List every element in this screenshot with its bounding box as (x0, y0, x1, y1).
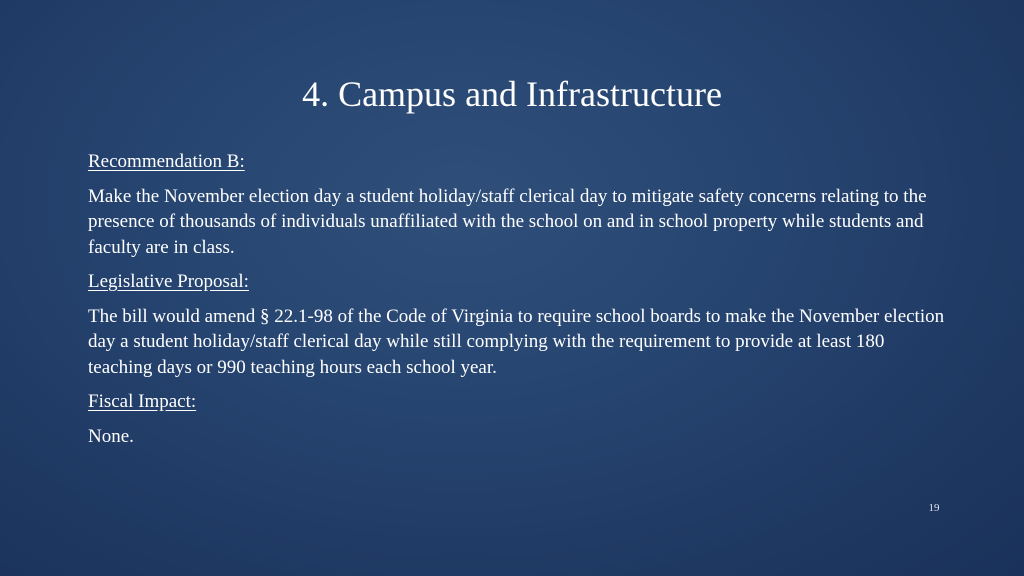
slide-content (88, 149, 948, 458)
recommendation-body: Make the November election day a student holiday/staff clerical day to mitigate safety concerns relating to the presence of thousands of individuals unaffiliated with the school on and in school property while students and faculty are in class. (88, 185, 927, 258)
legislative-proposal-heading: Legislative Proposal: (88, 271, 249, 292)
fiscal-impact-body: None. (88, 425, 134, 447)
legislative-proposal-body: The bill would amend § 22.1-98 of the Code of Virginia to require school boards to make the November election day a student holiday/staff clerical day while still complying with the requirement to provide at least 180 teaching days or 990 teaching hours each school year. (88, 305, 945, 378)
fiscal-impact-heading: Fiscal Impact: (88, 391, 197, 412)
slide-title: 4. Campus and Infrastructure (302, 74, 722, 114)
page-number: 19 (928, 502, 940, 514)
recommendation-heading: Recommendation B: (88, 151, 245, 172)
